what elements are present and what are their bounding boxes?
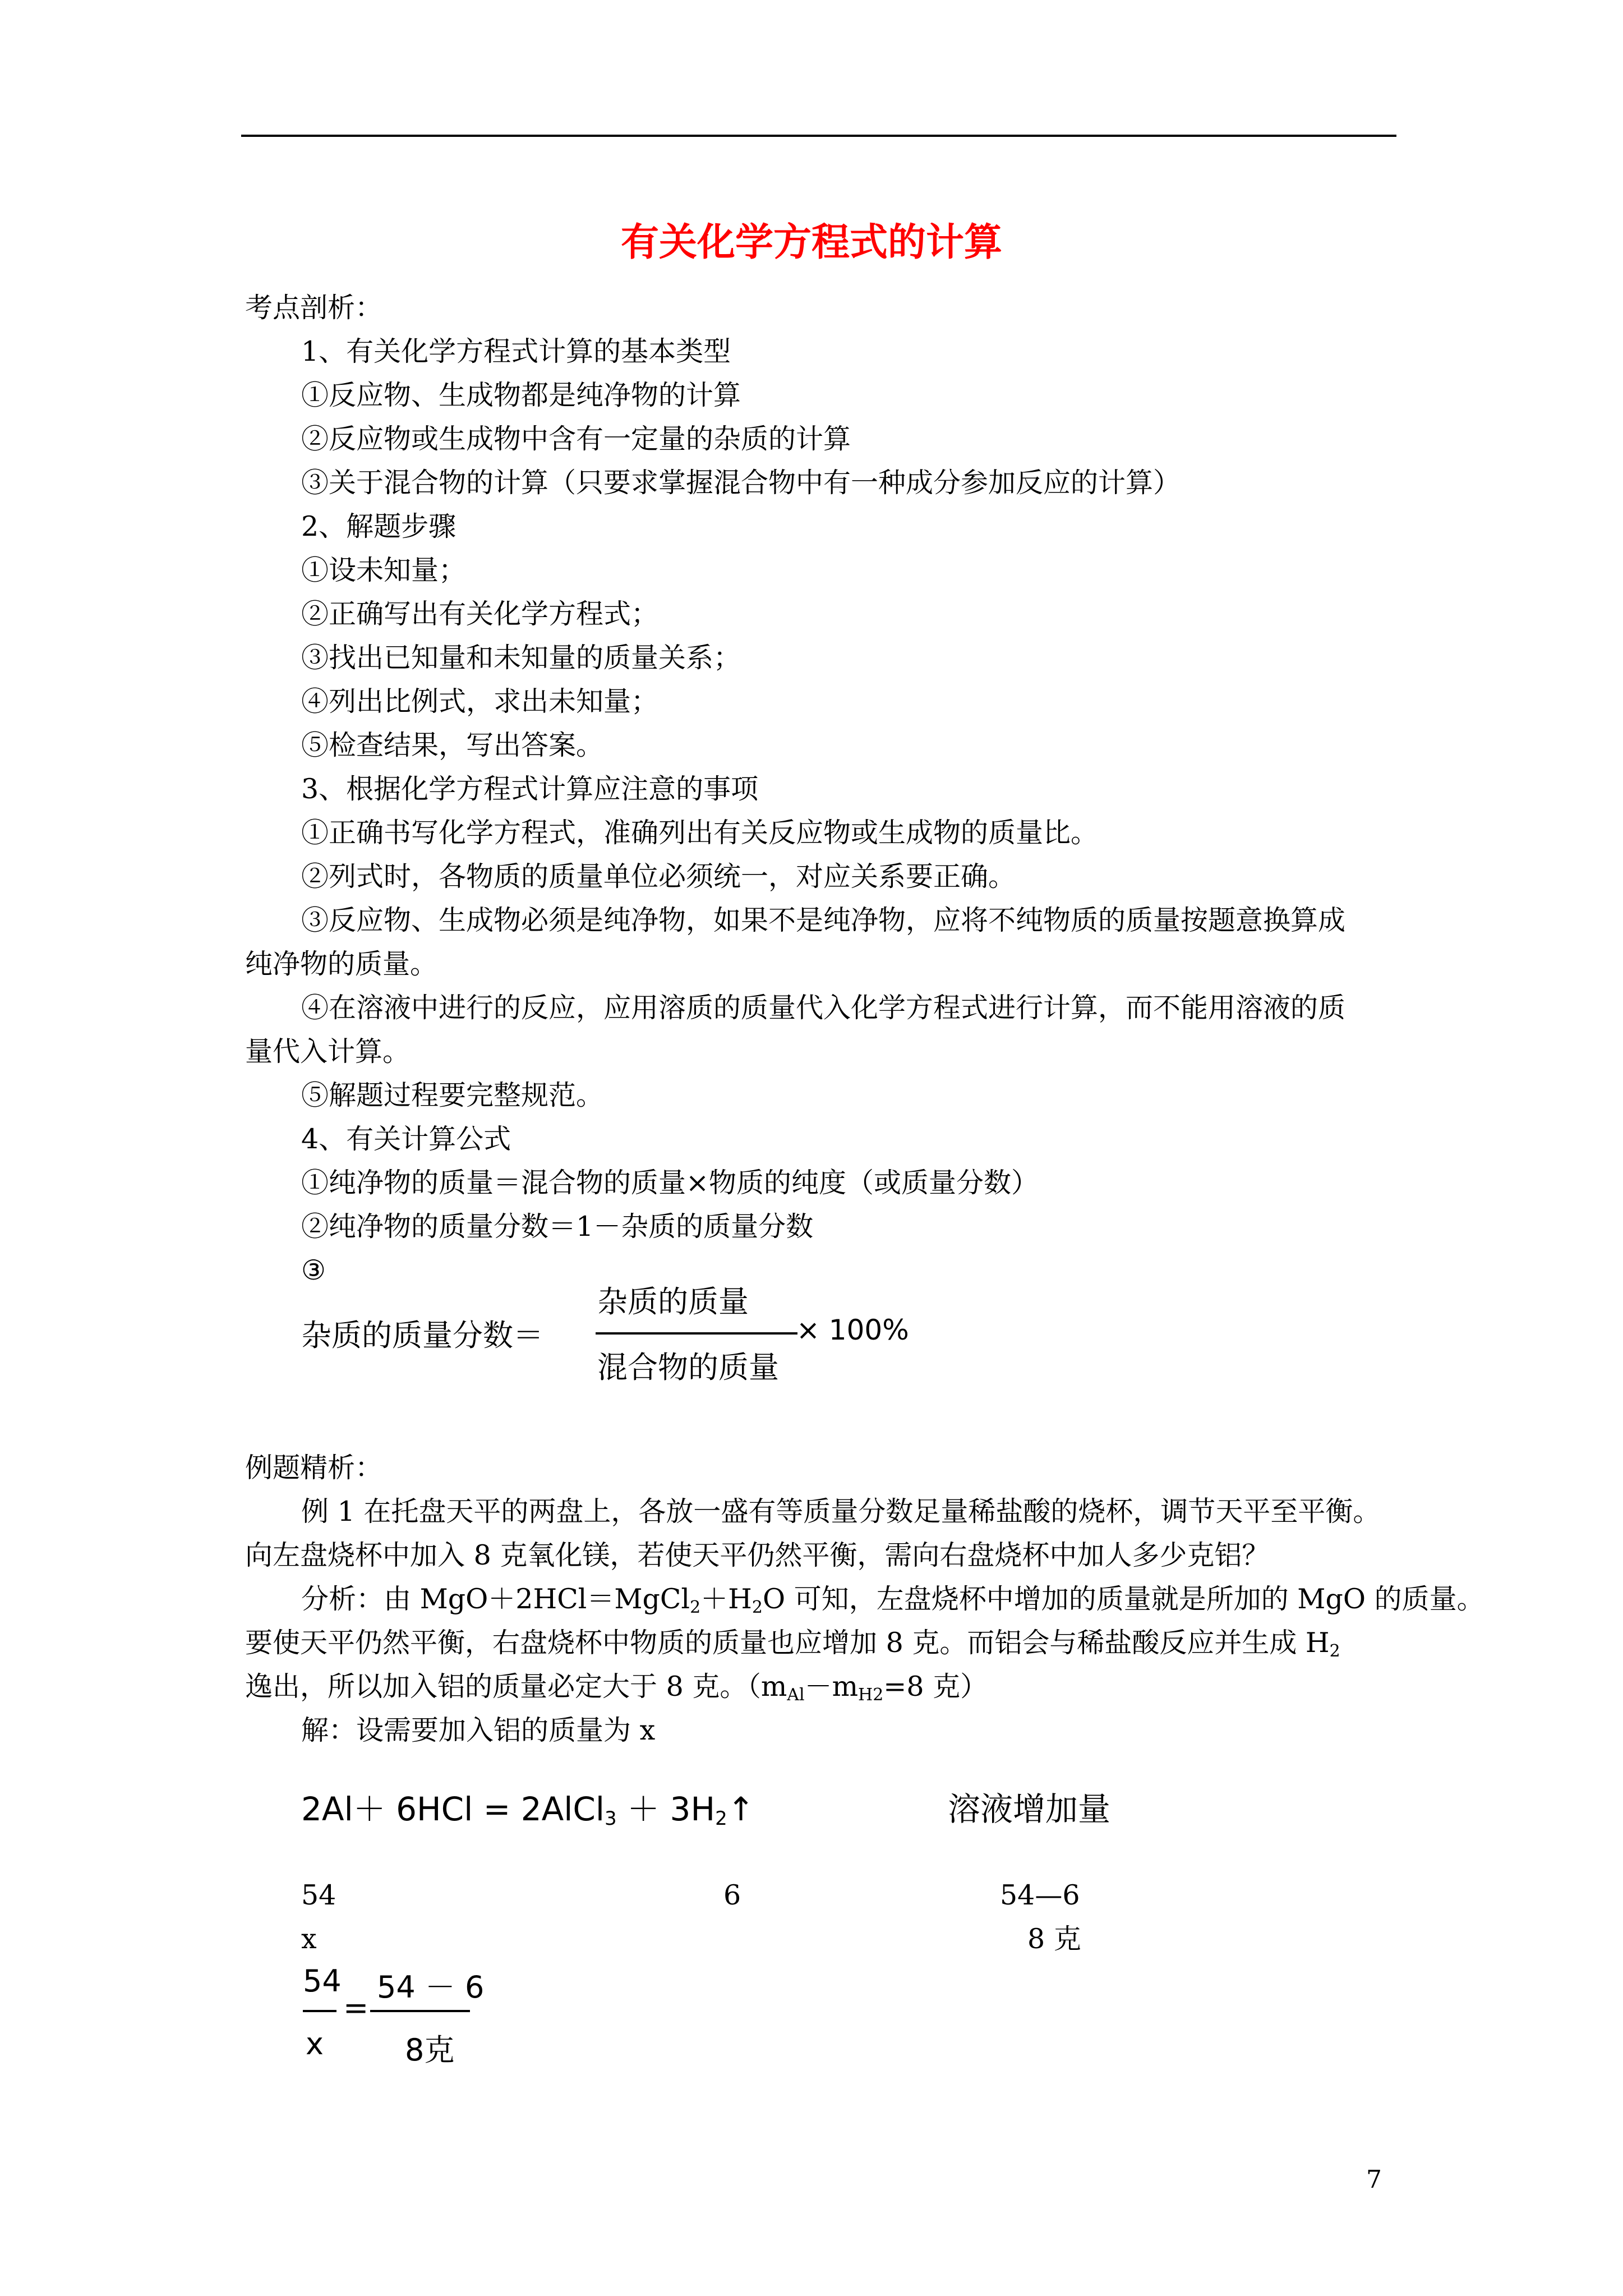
solution-line: 解：设需要加入铝的质量为 x: [301, 1714, 656, 1746]
example-line-1: 例 1 在托盘天平的两盘上，各放一盛有等质量分数足量稀盐酸的烧杯，调节天平至平衡。: [301, 1496, 1381, 1527]
paragraph-n3a: ③反应物、生成物必须是纯净物，如果不是纯净物，应将不纯物质的质量按题意换算成: [301, 904, 1346, 936]
paragraph-h4: 4、有关计算公式: [301, 1123, 511, 1155]
ratio-increase: 54—6: [1000, 1879, 1080, 1911]
ratio-h2-mass: 6: [723, 1879, 741, 1911]
paragraph-n1: ①正确书写化学方程式，准确列出有关反应物或生成物的质量比。: [301, 817, 1099, 849]
paragraph-n5: ⑤解题过程要完整规范。: [301, 1079, 604, 1111]
example-line-2: 向左盘烧杯中加入 8 克氧化镁，若使天平仍然平衡，需向右盘烧杯中加人多少克铝？: [245, 1539, 1270, 1571]
paragraph-n4b: 量代入计算。: [245, 1036, 411, 1068]
section-heading-examples: 例题精析：: [245, 1452, 383, 1484]
paragraph-s3: ③找出已知量和未知量的质量关系；: [301, 642, 741, 674]
chemical-equation: 2Al＋ 6HCl = 2AlCl$_3$ ＋ $3H_2↑$: [301, 1790, 755, 1830]
page-number: 7: [1366, 2165, 1382, 2194]
paragraph-s4: ④列出比例式，求出未知量；: [301, 685, 659, 717]
paragraph-s2: ②正确写出有关化学方程式；: [301, 598, 659, 630]
paragraph-t1: ①反应物、生成物都是纯净物的计算: [301, 379, 741, 411]
proportion-equals: =: [343, 1990, 369, 2026]
ratio-al-mass: 54: [301, 1879, 336, 1911]
paragraph-n2: ②列式时，各物质的质量单位必须统一，对应关系要正确。: [301, 861, 1016, 892]
paragraph-s1: ①设未知量；: [301, 554, 467, 586]
proportion-numerator-1: 54: [303, 1963, 342, 1999]
solution-increase-label: 溶液增加量: [948, 1790, 1111, 1828]
proportion-numerator-2: 54 － 6: [377, 1970, 485, 2005]
page-title: 有关化学方程式的计算: [620, 220, 1002, 265]
paragraph-h2: 2、解题步骤: [301, 510, 457, 542]
analysis-line-1: 分析：由 $MgO+2HCl=MgCl_2+H_2O$ 可知，左盘烧杯中增加的质量就是所加的 MgO 的质量。: [301, 1583, 1484, 1617]
paragraph-f3: ③: [301, 1254, 326, 1286]
paragraph-t2: ②反应物或生成物中含有一定量的杂质的计算: [301, 423, 851, 455]
paragraph-t3: ③关于混合物的计算（只要求掌握混合物中有一种成分参加反应的计算）: [301, 467, 1181, 499]
proportion-bar-1: [303, 2010, 336, 2012]
section-heading-analysis: 考点剖析：: [245, 292, 383, 324]
paragraph-f2: ②纯净物的质量分数＝1－杂质的质量分数: [301, 1211, 814, 1243]
formula-denominator: 混合物的质量: [597, 1350, 779, 1385]
paragraph-h3: 3、根据化学方程式计算应注意的事项: [301, 773, 759, 805]
proportion-denominator-1: x: [306, 2026, 324, 2062]
header-rule: [241, 135, 1396, 137]
analysis-line-2: 要使天平仍然平衡，右盘烧杯中物质的质量也应增加 8 克。而铝会与稀盐酸反应并生成 $H_2$: [245, 1627, 1340, 1661]
formula-fraction-bar: [596, 1332, 797, 1335]
proportion-bar-2: [370, 2010, 470, 2012]
ratio-8g: 8 克: [1027, 1923, 1081, 1955]
analysis-line-3: 逸出，所以加入铝的质量必定大于 8 克。（$m_{Al}-m_{H2}=8$ 克）: [245, 1671, 988, 1705]
ratio-x: x: [301, 1923, 317, 1955]
formula-lhs: 杂质的质量分数＝: [301, 1318, 543, 1353]
paragraph-f1: ①纯净物的质量＝混合物的质量×物质的纯度（或质量分数）: [301, 1167, 1039, 1199]
paragraph-h1: 1、有关化学方程式计算的基本类型: [301, 335, 731, 367]
paragraph-n3b: 纯净物的质量。: [245, 948, 438, 980]
paragraph-s5: ⑤检查结果，写出答案。: [301, 729, 604, 761]
formula-numerator: 杂质的质量: [597, 1284, 749, 1319]
proportion-denominator-2: 8克: [405, 2032, 455, 2068]
paragraph-n4a: ④在溶液中进行的反应，应用溶质的质量代入化学方程式进行计算，而不能用溶液的质: [301, 992, 1346, 1024]
formula-times: × 100%: [796, 1314, 909, 1346]
